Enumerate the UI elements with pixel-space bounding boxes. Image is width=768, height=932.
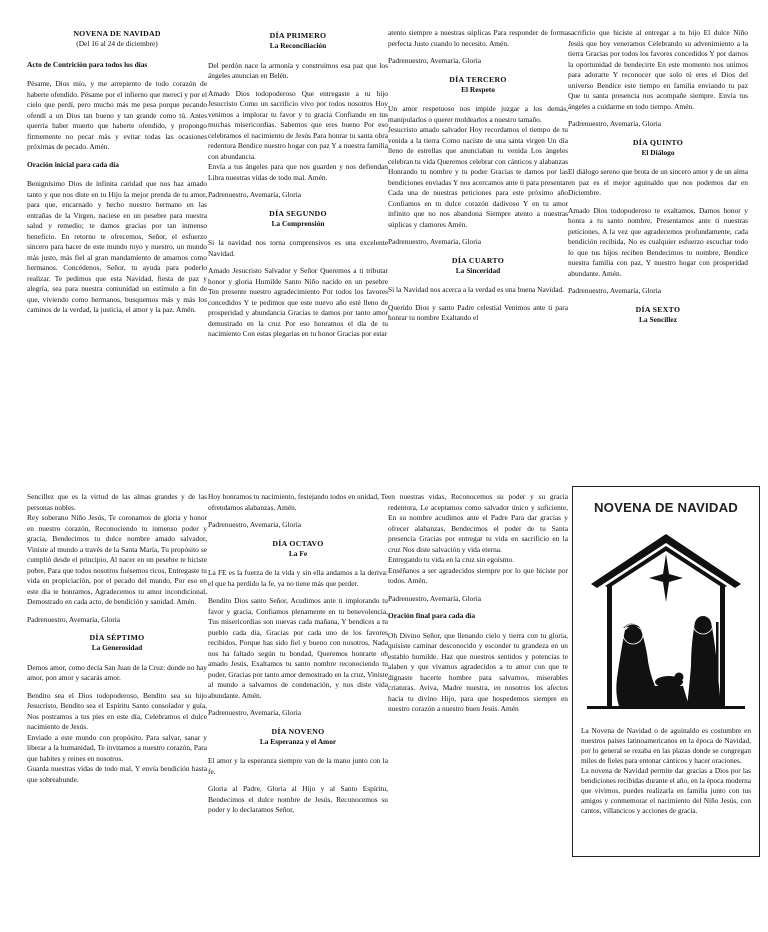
stable-post-left: [607, 586, 612, 706]
joseph-figure: [687, 616, 721, 706]
page-title: NOVENA DE NAVIDAD: [73, 29, 161, 38]
day-subtitle: El Diálogo: [641, 147, 675, 157]
day-title: DÍA QUINTO: [632, 137, 684, 147]
closing-prayers: Padrenuestro, Avemaría, Gloria: [27, 614, 121, 624]
column-3: [388, 28, 568, 331]
oracion-final-text: Oh Divino Señor, que llenando cielo y tierra con tu gloria, quisiste caminar desconocido y esconder tu grandeza en un establo humilde. Haz que nuestros sentidos y potencias te alaben y que vivamos agradecidos a tu amor con que te dignaste hacerte hombre para salvarnos, miserables criaturas. Aviva, Madre nuestra, en nosotros los afectos hacia tu divino Hijo, para que hospedemos siempre en nuestro corazón a nuestro buen Jesús. Amén: [388, 630, 568, 714]
paragraph: Guarda nuestras vidas de todo mal, Y envía bendición hasta que sobreabunde.: [27, 764, 207, 784]
paragraph: Jesucristo amado salvador Hoy recordamos el tiempo de tu venida a la tierra Como naciste de una santa virgen Un día lleno de estrellas que anunciaban tu venida Los ángeles celebran tu vida Queremos celebrar con cánticos y alabanzas Honrando tu nombre y tu poder Gracias te damos por las bendiciones enviadas Y nos acercamos ante ti para presentar Cada una de nuestras peticiones para este próximo año Confiamos en tu dulce corazón dadivoso Y en tu amor infinito que no nos abandona Siempre atento a nuestras súplicas y clamores Amén.: [388, 125, 568, 229]
day-subtitle: La Comprensión: [271, 218, 325, 228]
ground-line: [587, 706, 745, 709]
paragraph: Querido Dios y santo Padre celestial Venimos ante ti para honrar tu nombre Exaltando el: [388, 302, 568, 323]
paragraph: Demos amor, como decía San Juan de la Cruz: donde no hay amor, pon amor y sacarás amor.: [27, 662, 207, 683]
day-subtitle: La Sencillez: [639, 314, 677, 324]
day-title: DÍA TERCERO: [449, 74, 507, 84]
paragraph: Amado Jesucristo Salvador y Señor Queremos a ti tributar honor y gloria Humilde Santo Niño nacido en un pesebre Ten presente nuestro agradecimiento Por todos los favores concedidos Y te pedimos que este nuevo año esté lleno de prosperidad y abundancia Gracias te damos por tanto amor demostrado en la cruz Por eso honramos el día de tu nacimiento Con estas plegarias en tu honor Gracias por estar: [208, 266, 388, 339]
paragraph: Bendito Dios santo Señor, Acudimos ante ti implorando tu favor y gracia, Confiamos plenamente en tu benevolencia, Tus misericordias son nuevas cada mañana, Y bendices a tu pueblo cada día, Gracias por cada uno de los favores recibidos, Porque has sido fiel y bueno con nosotros, Nada nos ha faltado según tu bondad, Queremos honrarte oh amado Jesús, Exaltamos tu santo nombre reconociendo tu poder, Gracias por tanto amor demostrado en la cruz, Viniste al mundo a salvarnos de condenación, y nos diste vida abundante. Amén.: [208, 596, 388, 700]
section-heading-oracion-inicial: Oración inicial para cada día: [27, 159, 119, 169]
closing-prayers: Padrenuestro, Avemaría, Gloria: [388, 56, 482, 66]
day-title: DÍA NOVENO: [271, 726, 325, 736]
paragraph: Rey soberano Niño Jesús, Te coronamos de gloria y honor en nuestro corazón, Reconociendo tu inmenso poder y gracia, Bendecimos tu dulce nombre amado salvador, Viniste al mundo a través de la Santa María, Tu propósito se cumplió desde el principio, Al nacer en un pesebre te hiciste pobre, Para que todos nosotros fuésemos ricos, Entregaste tu vida en propiciación, por el pecado del mundo, Por eso en este día te honramos, Agradecemos tu amor incondicional, Demostrado en cada acto, de bendición y sanidad. Amén.: [27, 513, 207, 607]
closing-prayers: Padrenuestro, Avemaría, Gloria: [208, 708, 302, 718]
column-2: [208, 28, 388, 347]
paragraph: Amado Dios todopoderoso te exaltamos, Damos honor y honra a tu santo nombre, Presentamos ante ti nuestras peticiones, A la vez que agradecemos profundamente, cada bendición recibida, No es cualquier esfuerzo escuchar todo lo que tus hijos reciben Bendecimos tu nombre, Bendice nuestra familia con paz, Y nuestro hogar con prosperidad abundante. Amén.: [568, 205, 748, 278]
paragraph: El amor y la esperanza siempre van de la mano junto con la fe.: [208, 756, 388, 776]
column-5: [27, 492, 207, 792]
paragraph: atento siempre a nuestras súplicas Para responder de forma perfecta Justo cuando lo necesito. Amén.: [388, 28, 568, 48]
paragraph: Enviado a este mundo con propósito, Para salvar, sanar y liberar a la humanidad, Te invitamos a nuestro corazón, Para que habites y reines en nosotros.: [27, 732, 207, 763]
section-heading-oracion-final: Oración final para cada día: [388, 611, 476, 621]
star-icon: [649, 554, 683, 602]
manger-with-baby: [649, 672, 689, 706]
paragraph: Hoy honramos tu nacimiento, festejando todos en unidad, Te ofrendamos alabanzas. Amén.: [208, 492, 388, 512]
day-subtitle: El Respeto: [461, 84, 495, 94]
paragraph: Entregando tu vida en la cruz sin egoísmo.: [388, 555, 515, 565]
paragraph: Sencillez que es la virtud de las almas grandes y de las personas nobles.: [27, 492, 207, 512]
day-subtitle: La Reconciliación: [269, 41, 327, 51]
column-4: [568, 28, 748, 334]
section-heading-contricion: Acto de Contrición para todos los días: [27, 59, 148, 69]
cover-title: NOVENA DE NAVIDAD: [593, 500, 739, 515]
day-title: DÍA CUARTO: [451, 255, 505, 265]
paragraph: Un amor respetuoso nos impide juzgar a los demás, manipularlos o querer moldearlos a nuestro tamaño.: [388, 104, 568, 124]
nativity-scene-illustration: [585, 526, 747, 716]
cover-description-1: La Novena de Navidad o de aguinaldo es costumbre en nuestros países latinoamericanos en la época de Navidad, por lo general se rezaba en las plazas donde se congregan miles de fieles para entonar cánticos y hacer oraciones.: [581, 725, 751, 765]
day-title: DÍA PRIMERO: [269, 31, 327, 40]
column-1: [27, 28, 207, 323]
paragraph: Del perdón nace la armonía y construimos esa paz que los ángeles anuncian en Belén.: [208, 60, 388, 81]
date-range: (Del 16 al 24 de diciembre): [76, 39, 158, 49]
stable-post-right: [720, 586, 725, 706]
closing-prayers: Padrenuestro, Avemaría, Gloria: [388, 593, 482, 603]
day-subtitle: La Sinceridad: [455, 265, 501, 275]
paragraph: El diálogo sereno que brota de un sincero amor y de un alma en paz es el mejor aguinaldo que nos podemos dar en Diciembre.: [568, 167, 748, 198]
day-subtitle: La Esperanza y el Amor: [259, 736, 337, 746]
oracion-inicial-text: Benignísimo Dios de infinita caridad que nos haz amado tanto y que nos diste en tu Hijo la mejor prenda de tu amor, para que, encarnado y hecho nuestro hermano en las entrañas de la Virgen, naciese en un pesebre para nuestra salud y remedio; te damos gracias por tan inmenso beneficio. En retorno te ofrecemos, Señor, el esfuerzo sincero para hacer de este mundo tuyo y nuestro, un mundo más justo, más fiel al gran mandamiento de amarnos como hermanos. Concédenos, Señor, tu ayuda para poderlo realizar. Te pedimos que esta Navidad, fiesta de paz y alegría, sea para nuestra comunidad un estímulo a fin de que, viviendo como hermanos, busquemos más y más los caminos de la verdad, la justicia, el amor y la paz. Amén.: [27, 179, 207, 315]
paragraph: sacrificio que hiciste al entregar a tu hijo El dulce Niño Jesús que hoy veneramos Celebrando su advenimiento a la tierra Gracias por todos los favores concedidos Y por darnos la oportunidad de bendecirte En este momento nos unimos para adorarte Y reconocer que solo tú eres el Dios del universo Bendice este tiempo en familia enviando tu paz Que tu santa presencia nos acompañe siempre. Envía tus ángeles a cuidarme en todo tiempo. Amén.: [568, 28, 748, 111]
column-7: [388, 492, 568, 722]
column-6: [208, 492, 388, 823]
closing-prayers: Padrenuestro, Avemaría, Gloria: [388, 237, 482, 247]
day-title: DÍA SEGUNDO: [269, 208, 327, 218]
paragraph: Bendito sea el Dios todopoderoso, Bendito sea su hijo Jesucristo, Bendito sea el Espíritu Santo consolador y guía, Nos postramos a tus pies en este día, Celebramos el dulce nacimiento de Jesús.: [27, 690, 207, 732]
day-subtitle: La Fe: [288, 548, 308, 558]
paragraph: Amado Dios todopoderoso Que entregaste a tu hijo Jesucristo Como un sacrificio vivo por todos nosotros Hoy venimos a implorar tu favor y tu gracia Confiando en tus muchas misericordias. Sabemos que eres bueno Por eso celebramos el nacimiento de Jesús Para honrar tu santa obra redentora Bendice nuestro hogar con paz Y a nuestra familia con abundancia.: [208, 88, 388, 161]
paragraph: Enséñanos a ser agradecidos siempre por lo que hiciste por todos. Amén.: [388, 565, 568, 586]
day-subtitle: La Generosidad: [91, 643, 143, 653]
paragraph: Gloria al Padre, Gloria al Hijo y al Santo Espíritu, Bendecimos el dulce nombre de Jesús, Reconocemos su poder y lo declaramos Señor,: [208, 784, 388, 815]
paragraph: La FE es la fuerza de la vida y sin ella andamos a la deriva: el que ha perdido la fe, ya no tiene más que perder.: [208, 568, 388, 588]
day-title: DÍA SÉPTIMO: [89, 633, 145, 643]
day-title: DÍA SEXTO: [635, 304, 681, 314]
cover-description-2: La novena de Navidad permite dar gracias a Dios por las bendiciones recibidas durante el año, en la época moderna que vivimos, puedes realizarla en familia junto con tus amigos y conmemorar el nacimiento del Niño Jesús, con cantos, villancicos y acciones de gracia.: [581, 765, 751, 816]
paragraph: Envía a tus ángeles para que nos guarden y nos defiendan Libra nuestras vidas de todo mal. Amén.: [208, 162, 388, 182]
contricion-text: Pésame, Dios mío, y me arrepiento de todo corazón de haberte ofendido. Pésame por el infierno que merecí y por el cielo que perdí, pero mucho más me pesa porque pecando ofendí a un Dios tan bueno y tan grande como tú. Antes querría haber muerto que haberte ofendido, y propongo firmemente no pecar más y evitar todas las ocasiones próximas de pecado. Amén.: [27, 79, 207, 152]
closing-prayers: Padrenuestro, Avemaría, Gloria: [568, 119, 662, 129]
cover-panel: [572, 486, 760, 857]
closing-prayers: Padrenuestro, Avemaría, Gloria: [568, 286, 662, 296]
closing-prayers: Padrenuestro, Avemaría, Gloria: [208, 520, 302, 530]
closing-prayers: Padrenuestro, Avemaría, Gloria: [208, 190, 302, 200]
paragraph: en nuestras vidas, Reconocemos su poder y su gracia redentora, Le aceptamos como salvador único y suficiente, En su nombre acudimos ante el Padre Para dar gracias y ofrecer alabanzas, Bendecimos el poder de tu Santa presencia Gracias por entregar tu vida en sacrificio en la cruz Nos diste salvación y vida eterna.: [388, 492, 568, 554]
paragraph: Si la navidad nos torna comprensivos es una excelente Navidad.: [208, 238, 388, 258]
day-title: DÍA OCTAVO: [272, 538, 324, 548]
paragraph: Si la Navidad nos acerca a la verdad es una buena Navidad.: [388, 285, 565, 295]
